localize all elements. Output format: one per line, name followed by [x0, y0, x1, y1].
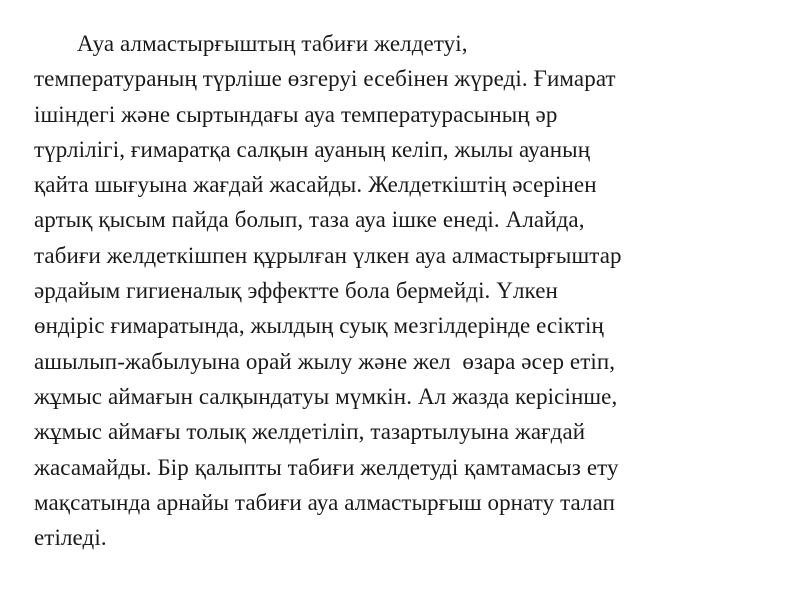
- paragraph-line: жұмыс аймағын салқындатуы мүмкін. Ал жазда керісінше,: [34, 383, 618, 409]
- paragraph-line: түрлілігі, ғимаратқа салқын ауаның келіп, жылы ауаның: [34, 136, 591, 162]
- paragraph-line: етіледі.: [34, 525, 107, 551]
- paragraph-line: жұмыс аймағы толық желдетіліп, тазартылуына жағдай: [34, 419, 586, 445]
- paragraph-line: жасамайды. Бір қалыпты табиғи желдетуді қамтамасыз ету: [34, 454, 619, 480]
- paragraph-line: қайта шығуына жағдай жасайды. Желдеткіштің әсерінен: [34, 172, 597, 198]
- paragraph-line: Ауа алмастырғыштың табиғи желдетуі,: [77, 31, 468, 56]
- document-body: [34, 26, 774, 555]
- paragraph-line: өндіріс ғимаратында, жылдың суық мезгілдерінде есіктің: [34, 313, 604, 339]
- paragraph-line: ішіндегі және сыртындағы ауа температурасының әр: [34, 101, 558, 127]
- paragraph-line: температураның түрліше өзгеруі есебінен жүреді. Ғимарат: [34, 66, 616, 92]
- paragraph-line: табиғи желдеткішпен құрылған үлкен ауа алмастырғыштар: [34, 242, 622, 268]
- paragraph-line: артық қысым пайда болып, таза ауа ішке енеді. Алайда,: [34, 207, 585, 233]
- paragraph-line: ашылып-жабылуына орай жылу және жел өзара әсер етіп,: [34, 348, 616, 374]
- paragraph-line: мақсатында арнайы табиғи ауа алмастырғыш орнату талап: [34, 489, 616, 515]
- paragraph-line: әрдайым гигиеналық эффектте бола бермейді. Үлкен: [34, 278, 558, 304]
